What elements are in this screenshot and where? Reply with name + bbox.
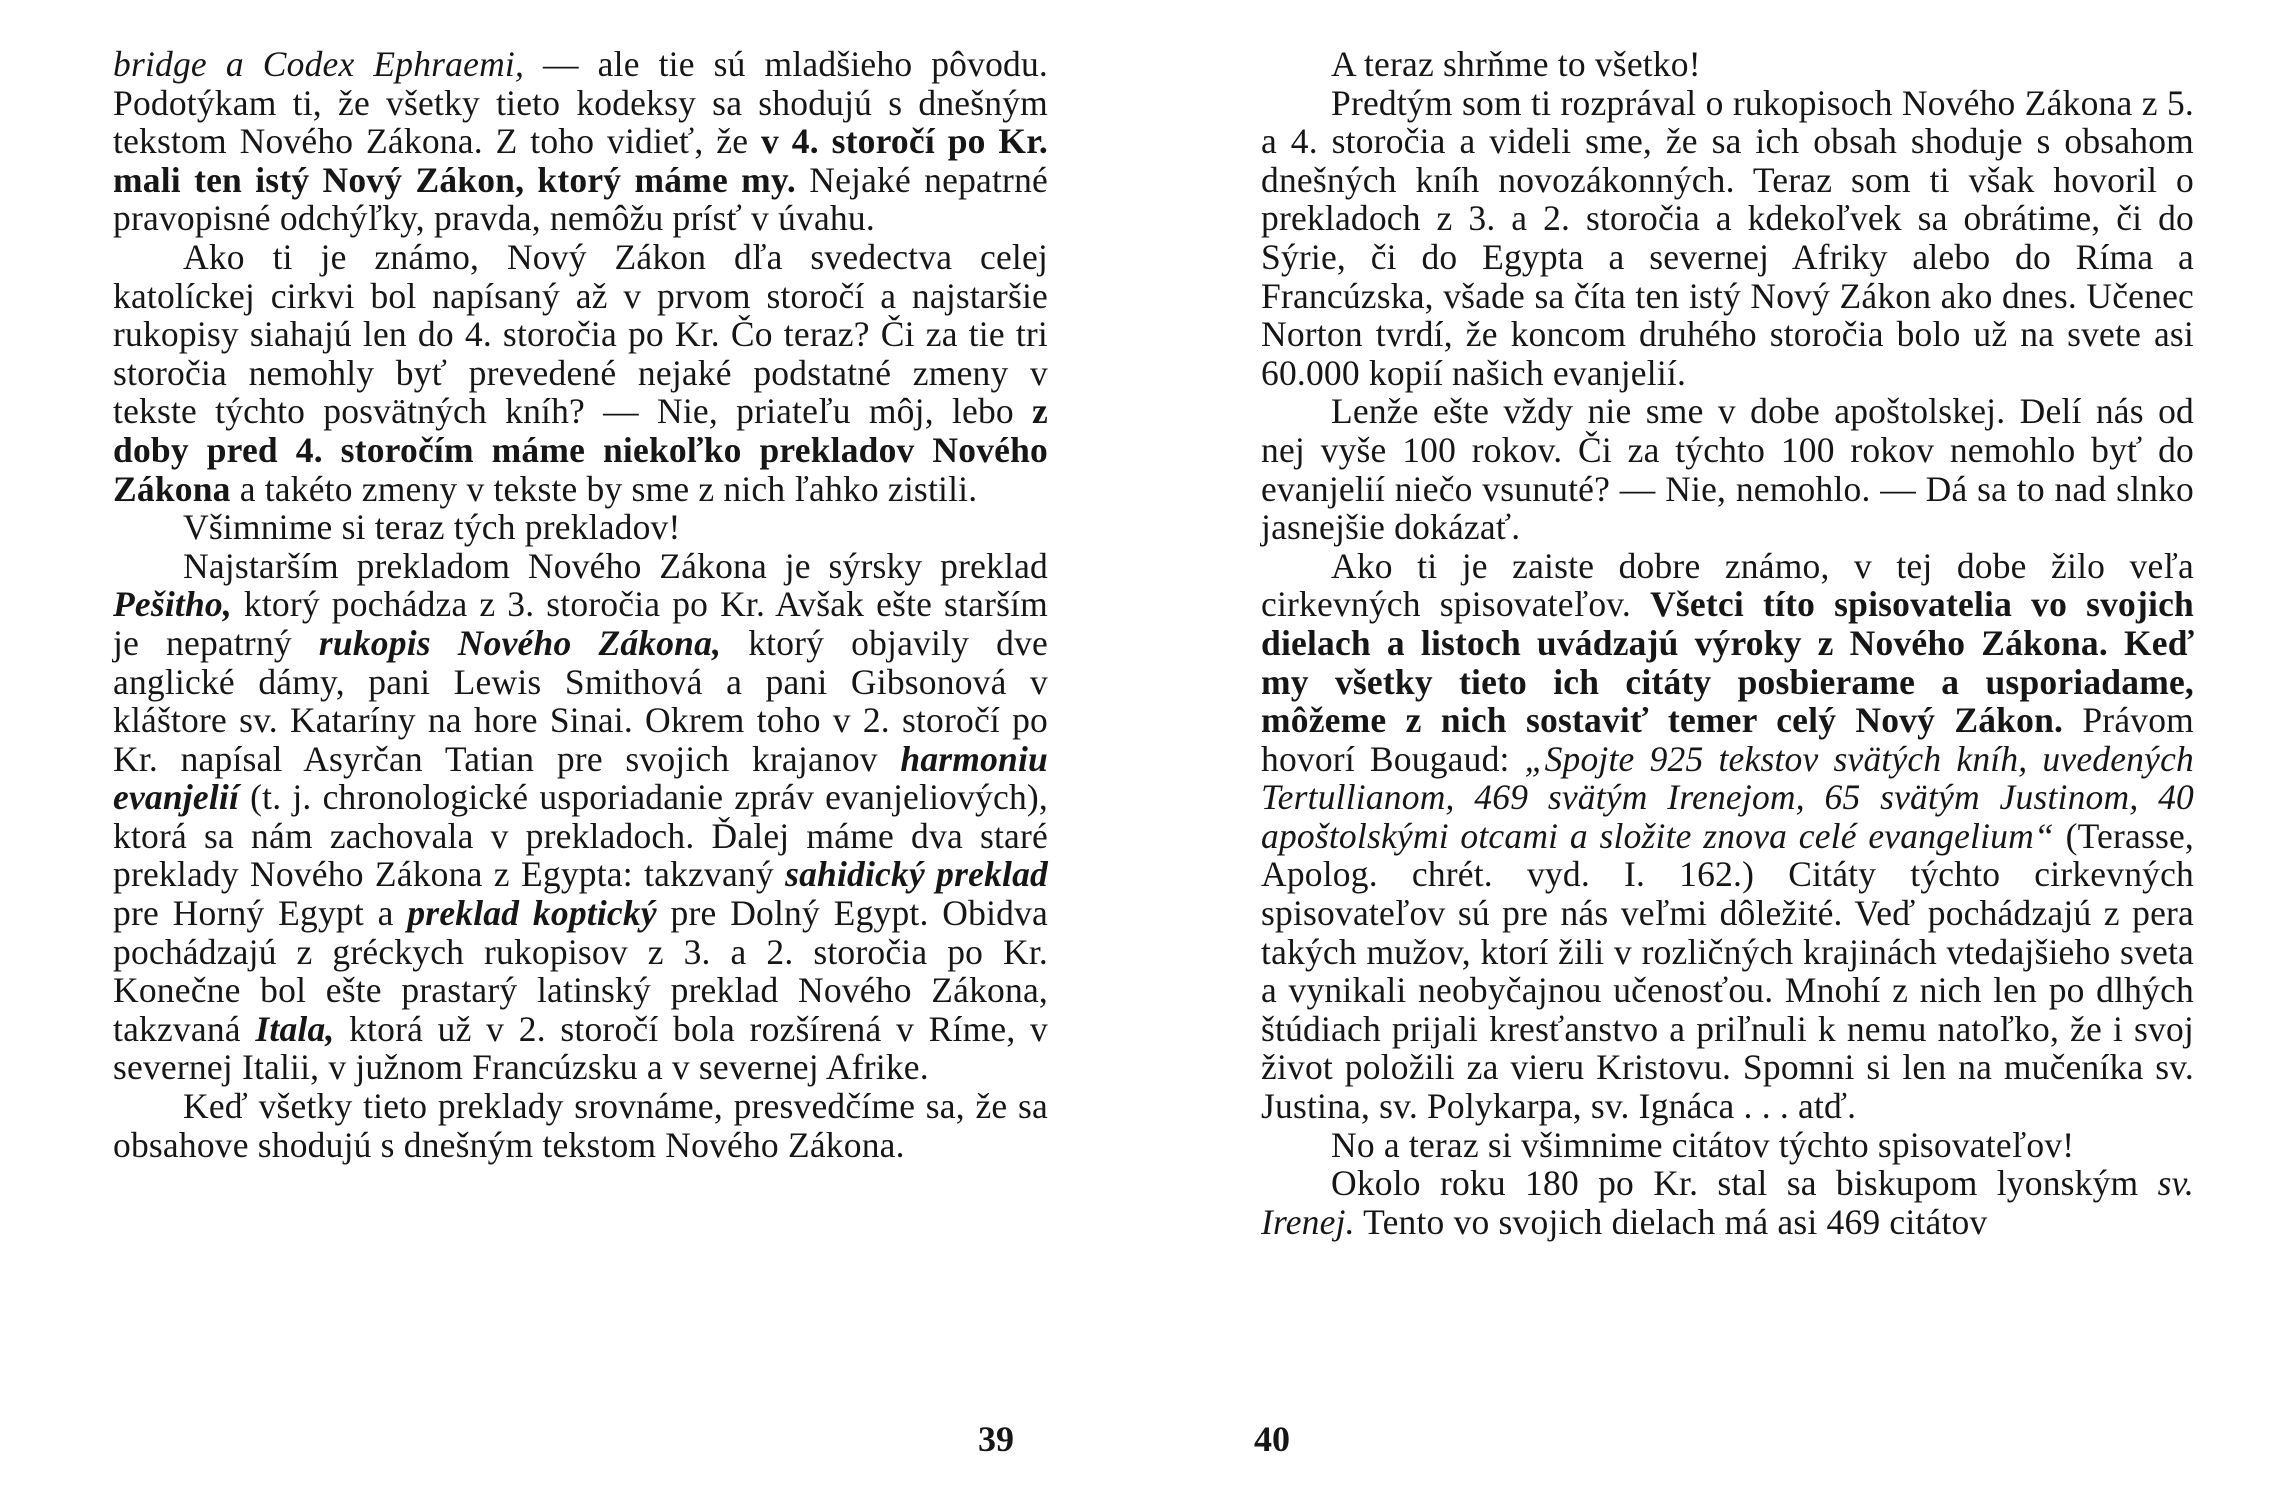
text-run: harmoniu evanjelií <box>113 738 1048 818</box>
text-run: ktorý pochádza z 3. storočia po Kr. Avšak ešte starším je nepatrný <box>113 584 1048 663</box>
paragraph <box>1261 84 2194 393</box>
text-run: Lenže ešte vždy nie sme v dobe apoštolskej. Delí nás od nej vyše 100 rokov. Či za týchto 100 rokov nemohlo byť do evanjelií niečo vsunuté? — Nie, nemohlo. — Dá sa to nad slnko jasnejšie dokázať. <box>1261 391 2194 548</box>
text-run: Všetci títo spisovatelia vo svojich dielach a listoch uvádzajú výroky z Nového Zákona. Keď my všetky tieto ich citáty posbierame a usporiadame, môžeme z nich sostaviť temer celý Nový Zákon. <box>1261 584 2194 741</box>
paragraph <box>1261 547 2194 1126</box>
text-run: z doby pred 4. storočím máme niekoľko prekladov Nového Zákona <box>113 391 1048 509</box>
paragraph <box>1261 1164 2194 1241</box>
page-number: 39 <box>978 1419 1014 1459</box>
text-run: Itala, <box>255 1008 335 1049</box>
text-run: Ako ti je známo, Nový Zákon dľa svedectva celej katolíckej cirkvi bol napísaný až v prvom storočí a najstaršie rukopisy siahajú len do 4. storočia po Kr. Čo teraz? Či za tie tri storočia nemohly byť prevedené nejaké podstatné zmeny v tekste týchto posvätných kníh? — Nie, priateľu môj, lebo <box>113 236 1048 432</box>
text-run: preklad koptický <box>407 893 657 934</box>
text-run: (Terasse, Apolog. chrét. vyd. I. 162.) Citáty týchto cirkevných spisovateľov sú pre nás veľmi dôležité. Veď pochádzajú z pera takých mužov, ktorí žili v rozličných krajinách vtedajšieho sveta a vynikali neobyčajnou učenosťou. Mnohí z nich len po dlhých štúdiach prijali kresťanstvo a priľnuli k nemu natoľko, že i svoj život položili za vieru Kristovu. Spomni si len na mučeníka sv. Justina, sv. Polykarpa, sv. Ignáca . . . atď. <box>1261 815 2194 1127</box>
text-run: v 4. storočí po Kr. mali ten istý Nový Zákon, ktorý máme my. <box>113 121 1048 200</box>
text-run: Pešitho, <box>113 584 232 625</box>
right-page <box>1146 0 2292 1500</box>
paragraph <box>1261 1126 2194 1165</box>
text-run: Okolo roku 180 po Kr. stal sa biskupom lyonským <box>1331 1163 2158 1204</box>
paragraph <box>113 547 1048 1087</box>
text-run: Nejaké nepatrné pravopisné odchýľky, pravda, nemôžu prísť v úvahu. <box>113 159 1048 239</box>
paragraph <box>1261 45 2194 84</box>
text-run: pre Horný Egypt a <box>113 893 408 934</box>
paragraph <box>113 238 1048 508</box>
text-run: „Spojte 925 tekstov svätých kníh, uvedených Tertullianom, 469 svätým Irenejom, 65 svätým Justinom, 40 apoštolskými otcami a složite znova celé evangelium“ <box>1261 738 2194 856</box>
text-run: sv. Irenej. <box>1261 1163 2194 1242</box>
paragraph <box>113 1087 1048 1164</box>
paragraph <box>1261 392 2194 546</box>
left-page-text <box>113 45 1048 1164</box>
text-run: A teraz shrňme to všetko! <box>1331 44 1701 84</box>
text-run: ktorý objavily dve anglické dámy, pani Lewis Smithová a pani Gibsonová v kláštore sv. Kataríny na hore Sinai. Okrem toho v 2. storočí po Kr. napísal Asyrčan Tatian pre svojich krajanov <box>113 622 1048 779</box>
paragraph <box>113 508 1048 547</box>
text-run: pre Dolný Egypt. Obidva pochádzajú z gréckych rukopisov z 3. a 2. storočia po Kr. Konečne bol ešte prastarý latinský preklad Nového Zákona, takzvaná <box>113 893 1048 1049</box>
text-run: No a teraz si všimnime citátov týchto spisovateľov! <box>1331 1124 2075 1165</box>
text-run: Tento vo svojich dielach má asi 469 citátov <box>1354 1201 1988 1242</box>
text-run: Najstarším prekladom Nového Zákona je sýrsky preklad <box>183 545 1048 586</box>
text-run: Právom hovorí Bougaud: <box>1261 700 2194 779</box>
text-run: sahidický preklad <box>785 854 1048 895</box>
text-run: rukopis Nového Zákona, <box>318 622 722 663</box>
text-run: Keď všetky tieto preklady srovnáme, presvedčíme sa, že sa obsahove shodujú s dnešným tekstom Nového Zákona. <box>113 1086 1048 1165</box>
text-run: a takéto zmeny v tekste by sme z nich ľahko zistili. <box>230 468 978 509</box>
page-number: 40 <box>1254 1419 1290 1459</box>
text-run: Ako ti je zaiste dobre známo, v tej dobe žilo veľa cirkevných spisovateľov. <box>1261 545 2194 625</box>
right-page-text <box>1261 45 2194 1241</box>
text-run: ktorá už v 2. storočí bola rozšírená v Ríme, v severnej Italii, v južnom Francúzsku a v severnej Afrike. <box>113 1008 1048 1088</box>
text-run: bridge a Codex Ephraemi, <box>113 44 525 84</box>
text-run: Všimnime si teraz tých prekladov! <box>183 507 681 548</box>
text-run: — ale tie sú mladšieho pôvodu. Podotýkam ti, že všetky tieto kodeksy sa shodujú s dnešným tekstom Nového Zákona. Z toho vidieť, že <box>113 44 1049 162</box>
text-run: (t. j. chronologické usporiadanie zpráv evanjeliových), ktorá sa nám zachovala v prekladoch. Ďalej máme dva staré preklady Nového Zákona z Egypta: takzvaný <box>113 777 1048 895</box>
paragraph <box>113 45 1048 238</box>
text-run: Predtým som ti rozprával o rukopisoch Nového Zákona z 5. a 4. storočia a videli sme, že sa ich obsah shoduje s obsahom dnešných kníh novozákonných. Teraz som ti však hovoril o prekladoch z 3. a 2. storočia a kdekoľvek sa obrátime, či do Sýrie, či do Egypta a severnej Afriky alebo do Ríma a Francúzska, všade sa číta ten istý Nový Zákon ako dnes. Učenec Norton tvrdí, že koncom druhého storočia bolo už na svete asi 60.000 kopií našich evanjelií. <box>1261 82 2194 393</box>
